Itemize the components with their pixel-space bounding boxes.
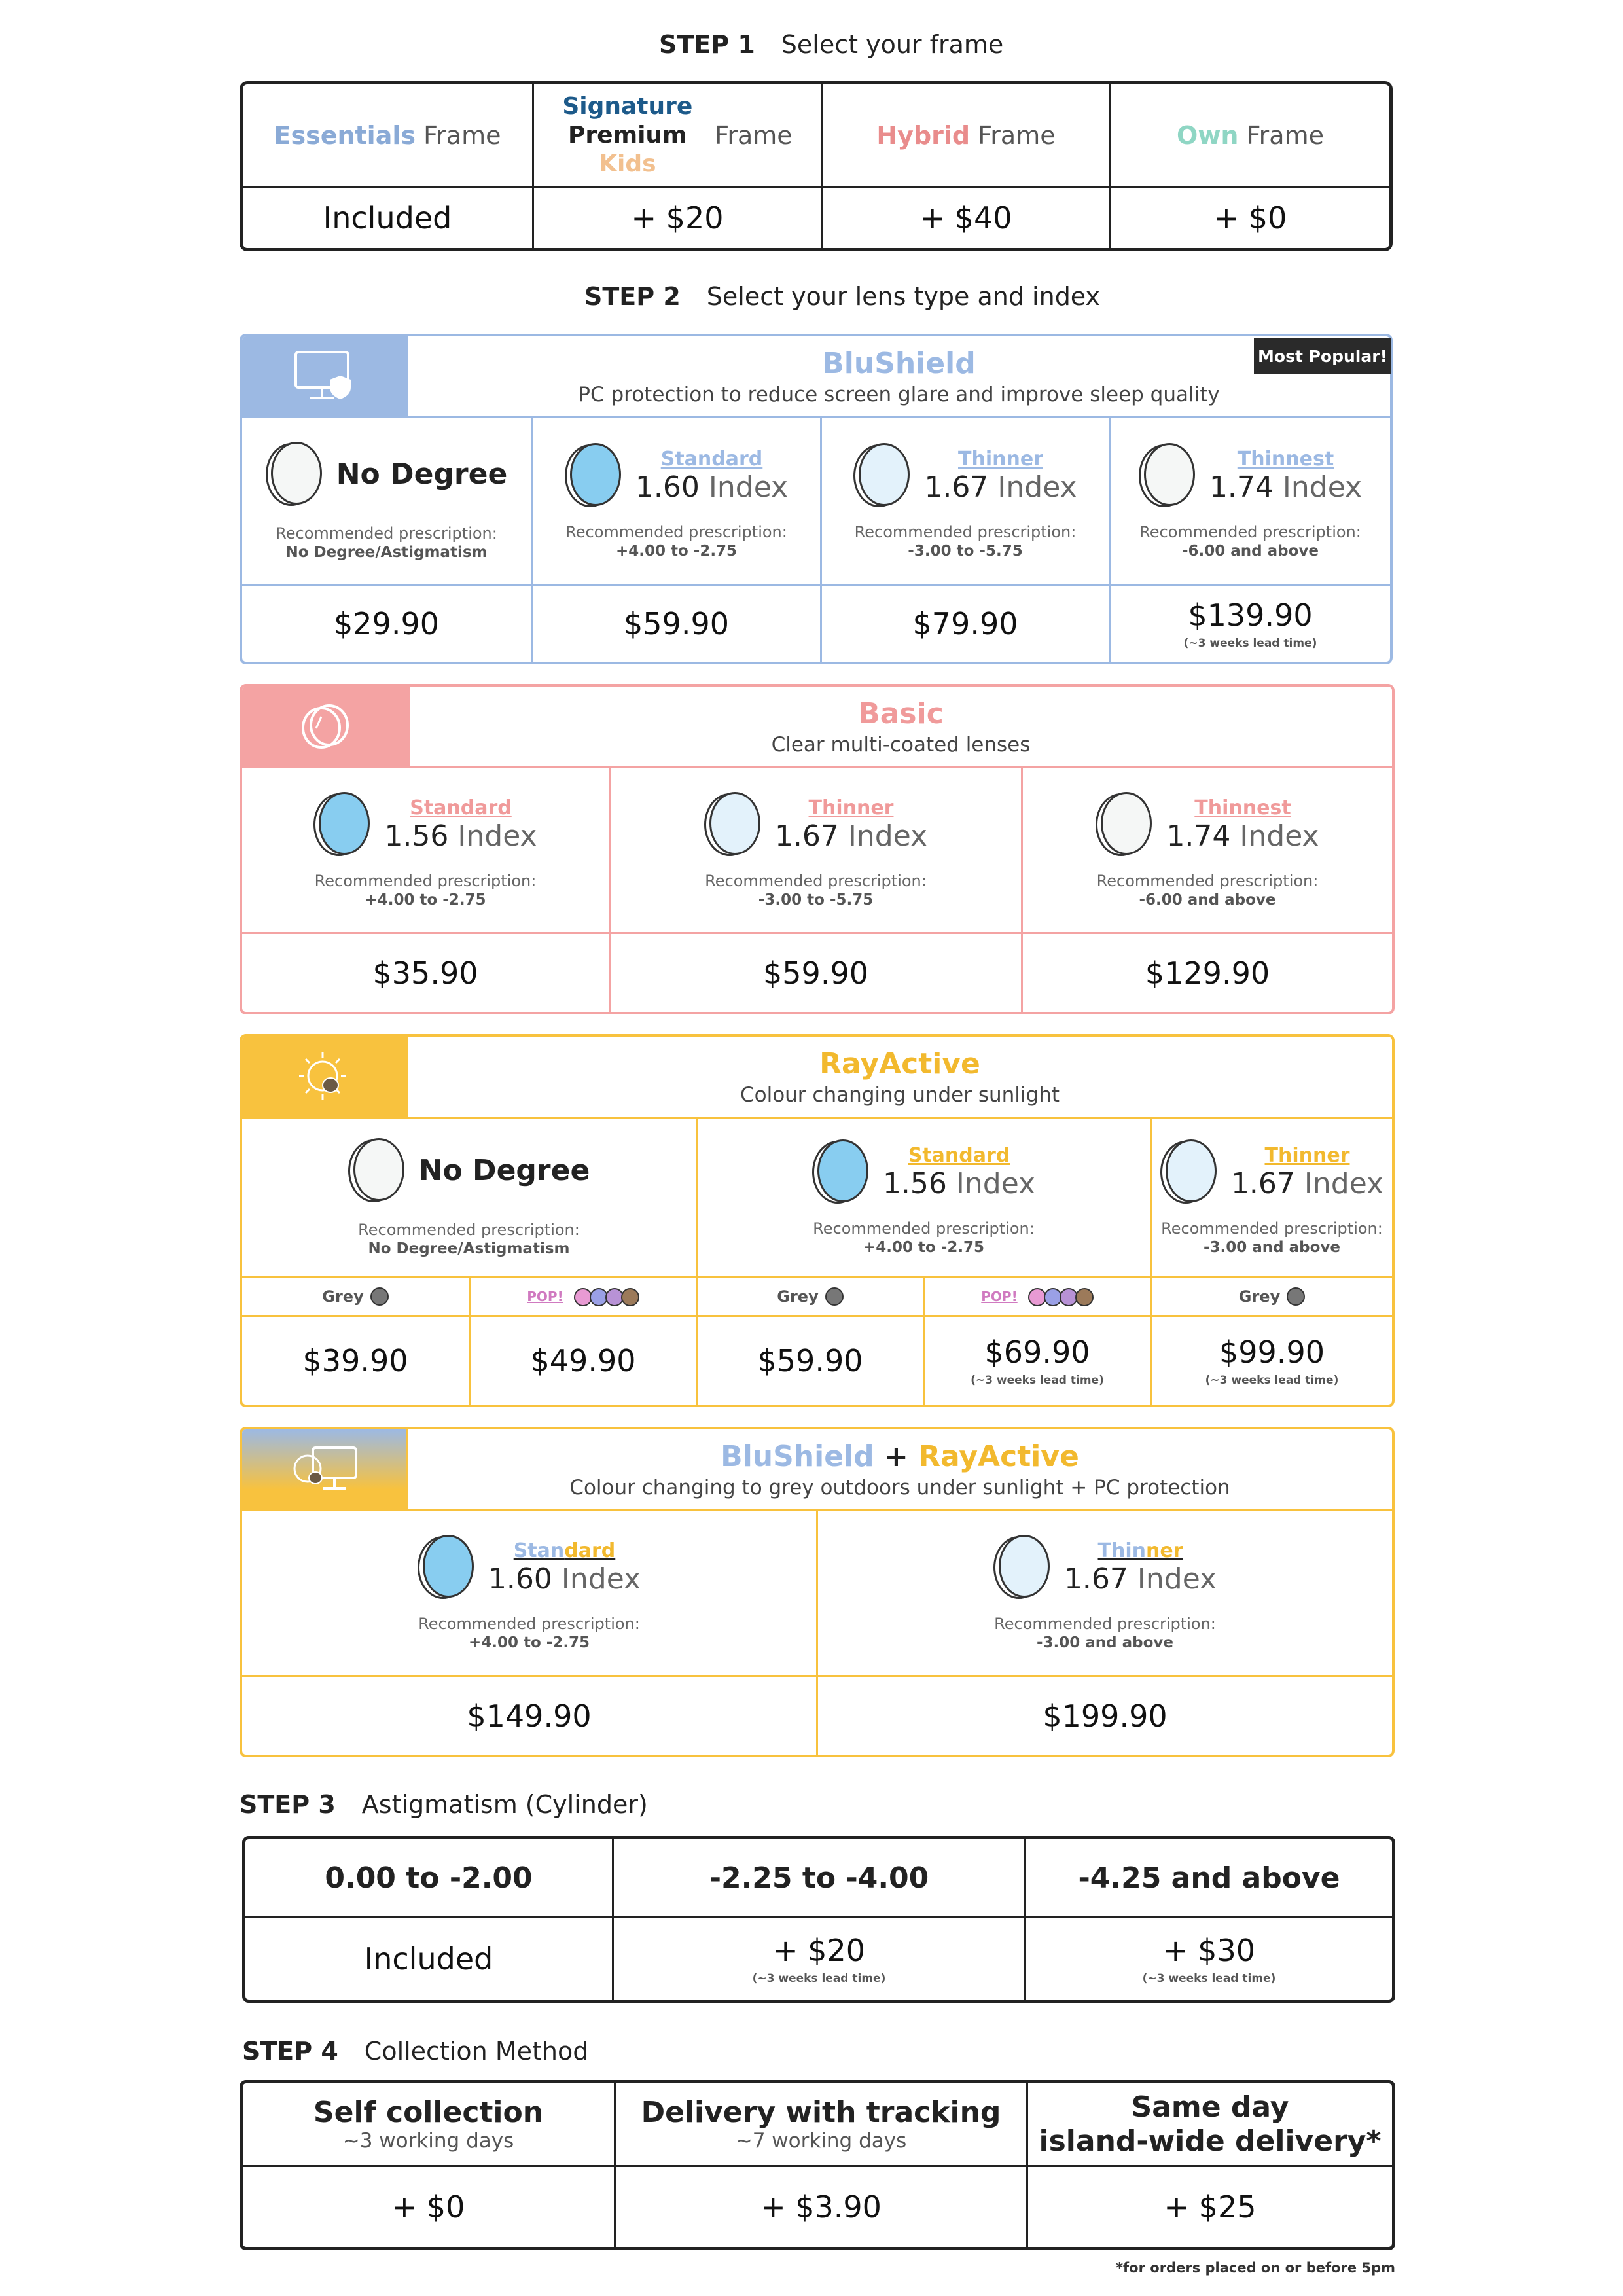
basic-option-standard[interactable] — [242, 768, 609, 932]
astig-price-cell — [614, 1918, 1024, 2000]
astig-price: + $20 — [773, 1933, 865, 1968]
lens-price: $79.90 — [912, 606, 1018, 641]
basic-option-thinnest[interactable] — [1023, 768, 1392, 932]
lens-price: $29.90 — [334, 606, 439, 641]
basic-header — [410, 687, 1392, 766]
method-price: + $25 — [1164, 2189, 1257, 2225]
variant-label: POP! — [981, 1289, 1018, 1304]
lens-price: $59.90 — [763, 955, 868, 991]
lens-index: 1.60 — [635, 470, 700, 504]
method-name: Delivery with tracking — [641, 2096, 1001, 2129]
lens-price: $35.90 — [372, 955, 478, 991]
astig-price: Included — [364, 1941, 493, 1977]
lens-price: $129.90 — [1145, 955, 1270, 991]
lens-icon — [565, 443, 621, 509]
rec-value: No Degree/Astigmatism — [368, 1240, 570, 1257]
frame-name: Own — [1177, 120, 1239, 150]
rec-label: Recommended prescription: — [1161, 1219, 1383, 1238]
lens-label: No Degree — [336, 457, 508, 491]
rec-label: Recommended prescription: — [1139, 522, 1361, 541]
basic-title: Basic — [858, 696, 944, 730]
rec-label: Recommended prescription: — [813, 1219, 1035, 1238]
step2-heading — [584, 282, 1100, 311]
index-word: Index — [1240, 819, 1319, 853]
rayactive-option-standard[interactable] — [698, 1119, 1150, 1276]
rayactive-title: RayActive — [819, 1047, 980, 1081]
lens-icon — [1096, 792, 1152, 857]
frame-price: + $0 — [1213, 200, 1287, 236]
grey-swatch-icon — [370, 1287, 389, 1306]
rec-value: -6.00 and above — [1181, 542, 1319, 560]
lens-price: $149.90 — [467, 1698, 592, 1734]
frame-name-premium: Premium — [568, 121, 687, 149]
lead-time: (~3 weeks lead time) — [752, 1972, 886, 1985]
lens-price-cell — [1111, 586, 1390, 662]
lens-label: No Degree — [418, 1154, 590, 1187]
index-word: Index — [1282, 470, 1363, 504]
lens-index: 1.56 — [384, 819, 449, 853]
lens-price: $69.90 — [984, 1335, 1090, 1370]
sun-lens-icon — [242, 1037, 406, 1117]
lens-tier: Thinner — [958, 447, 1043, 471]
frame-table — [240, 81, 1393, 251]
step2-title: Select your lens type and index — [706, 282, 1101, 311]
lens-index: 1.74 — [1166, 819, 1231, 853]
lens-icon — [313, 792, 370, 857]
frame-suffix: Frame — [715, 120, 793, 150]
lens-icon — [1160, 1139, 1217, 1205]
index-word: Index — [955, 1166, 1036, 1200]
variant-grey[interactable] — [698, 1278, 923, 1315]
lens-price: $59.90 — [757, 1343, 863, 1378]
step2-label: STEP 2 — [584, 282, 681, 311]
lens-outline-icon — [242, 687, 408, 766]
lens-index: 1.67 — [924, 470, 989, 504]
blushield-subtitle: PC protection to reduce screen glare and improve sleep quality — [578, 382, 1220, 406]
rayactive-option-thinner[interactable] — [1152, 1119, 1392, 1276]
method-price: + $0 — [391, 2189, 465, 2225]
lens-icon — [266, 442, 322, 507]
variant-label: Grey — [1238, 1287, 1281, 1306]
frame-price: Included — [323, 200, 452, 236]
combo-header — [408, 1429, 1392, 1509]
lens-tier-a: Stan — [513, 1539, 565, 1562]
rayactive-header — [408, 1037, 1392, 1117]
rec-value: +4.00 to -2.75 — [615, 542, 738, 560]
lens-price-cell — [1152, 1317, 1392, 1405]
collection-self[interactable] — [243, 2083, 614, 2165]
lens-tier: Thinnest — [1194, 797, 1291, 819]
rec-value: -3.00 to -5.75 — [758, 891, 874, 908]
astig-range[interactable]: 0.00 to -2.00 — [325, 1861, 533, 1895]
index-word: Index — [561, 1562, 641, 1596]
astig-range[interactable]: -2.25 to -4.00 — [709, 1861, 929, 1895]
blushield-title: BluShield — [822, 346, 976, 380]
index-word: Index — [847, 819, 928, 853]
index-word: Index — [1304, 1166, 1384, 1200]
rec-value: No Degree/Astigmatism — [285, 543, 488, 561]
rayactive-subtitle: Colour changing under sunlight — [740, 1083, 1060, 1107]
variant-label: Grey — [322, 1287, 364, 1306]
combo-title-a: BluShield — [721, 1439, 874, 1473]
rayactive-card — [240, 1034, 1395, 1407]
lens-tier: Thinner — [1264, 1143, 1350, 1167]
lens-price: $139.90 — [1188, 598, 1313, 633]
rec-label: Recommended prescription: — [854, 522, 1077, 541]
frame-suffix: Frame — [978, 120, 1056, 150]
step4-label: STEP 4 — [242, 2037, 338, 2066]
collection-table — [240, 2080, 1395, 2250]
lens-price-cell — [925, 1317, 1150, 1405]
rec-value: -3.00 to -5.75 — [908, 542, 1023, 560]
grey-swatch-icon — [825, 1287, 844, 1306]
pop-swatches-icon — [577, 1287, 639, 1306]
method-name: Same day — [1131, 2090, 1289, 2124]
rec-label: Recommended prescription: — [314, 872, 537, 890]
rec-label: Recommended prescription: — [1096, 872, 1319, 890]
frame-signature-premium-kids[interactable] — [534, 84, 821, 186]
variant-grey[interactable] — [242, 1278, 469, 1315]
lead-time: (~3 weeks lead time) — [1142, 1972, 1276, 1985]
frame-suffix: Frame — [1246, 120, 1324, 150]
monitor-shield-icon — [242, 336, 406, 416]
collection-delivery[interactable] — [616, 2083, 1026, 2165]
blushield-card — [240, 334, 1393, 664]
step3-label: STEP 3 — [240, 1790, 336, 1819]
index-word: Index — [997, 470, 1077, 504]
method-name: Self collection — [313, 2096, 544, 2129]
lens-price: $199.90 — [1043, 1698, 1168, 1734]
index-word: Index — [708, 470, 789, 504]
lens-index: 1.67 — [1063, 1562, 1128, 1596]
frame-own[interactable] — [1111, 84, 1389, 186]
method-name: island-wide delivery* — [1039, 2124, 1382, 2158]
variant-label: POP! — [527, 1289, 563, 1304]
basic-option-thinner[interactable] — [611, 768, 1021, 932]
lens-index: 1.74 — [1209, 470, 1274, 504]
lens-tier: Standard — [908, 1143, 1010, 1167]
variant-label: Grey — [777, 1287, 819, 1306]
combo-title-b: RayActive — [918, 1439, 1079, 1473]
step3-heading — [240, 1790, 648, 1819]
rec-label: Recommended prescription: — [705, 872, 927, 890]
pop-swatches-icon — [1031, 1287, 1094, 1306]
frame-name-kids: Kids — [599, 150, 656, 177]
lens-price: $59.90 — [624, 606, 729, 641]
rec-value: +4.00 to -2.75 — [365, 891, 486, 908]
blushield-option-no-degree[interactable] — [242, 418, 531, 584]
lens-icon — [812, 1139, 868, 1205]
lead-time: (~3 weeks lead time) — [971, 1374, 1104, 1387]
lens-index: 1.67 — [1230, 1166, 1295, 1200]
method-price: + $3.90 — [760, 2189, 882, 2225]
rec-value: -3.00 and above — [1203, 1238, 1341, 1256]
frame-price: + $40 — [919, 200, 1012, 236]
grey-swatch-icon — [1287, 1287, 1305, 1306]
monitor-sun-icon — [242, 1429, 406, 1509]
rec-value: +4.00 to -2.75 — [863, 1238, 985, 1256]
astigmatism-table — [242, 1836, 1395, 2003]
astig-range[interactable]: -4.25 and above — [1078, 1861, 1340, 1895]
collection-same-day[interactable] — [1028, 2083, 1392, 2165]
frame-essentials[interactable] — [243, 84, 532, 186]
lens-index: 1.67 — [774, 819, 839, 853]
combo-card — [240, 1427, 1395, 1757]
lens-tier: Standard — [660, 447, 763, 471]
lens-price: $39.90 — [302, 1343, 408, 1378]
astig-price-cell — [1026, 1918, 1392, 2000]
step3-title: Astigmatism (Cylinder) — [361, 1790, 648, 1819]
index-word: Index — [457, 819, 537, 853]
lens-index: 1.56 — [882, 1166, 947, 1200]
basic-card — [240, 684, 1395, 1014]
rec-value: -6.00 and above — [1139, 891, 1276, 908]
variant-pop[interactable] — [925, 1278, 1150, 1315]
lens-index: 1.60 — [488, 1562, 552, 1596]
most-popular-badge: Most Popular! — [1254, 338, 1391, 374]
blushield-option-thinner[interactable] — [822, 418, 1109, 584]
step1-label: STEP 1 — [659, 30, 755, 59]
blushield-option-thinnest[interactable] — [1111, 418, 1390, 584]
blushield-header — [408, 336, 1390, 416]
frame-hybrid[interactable] — [823, 84, 1109, 186]
lens-icon — [418, 1535, 474, 1600]
rec-label: Recommended prescription: — [418, 1615, 640, 1633]
rec-label: Recommended prescription: — [994, 1615, 1216, 1633]
footnote: *for orders placed on or before 5pm — [1116, 2260, 1395, 2276]
combo-subtitle: Colour changing to grey outdoors under sunlight + PC protection — [569, 1475, 1230, 1499]
method-detail: ~7 working days — [735, 2129, 907, 2153]
lens-tier: Thinnest — [1237, 447, 1334, 471]
blushield-option-standard[interactable] — [533, 418, 820, 584]
step1-heading — [659, 30, 1003, 59]
astig-price: + $30 — [1163, 1933, 1255, 1968]
basic-subtitle: Clear multi-coated lenses — [771, 732, 1031, 757]
frame-price: + $20 — [631, 200, 724, 236]
lens-icon — [1139, 443, 1195, 509]
lens-price: $99.90 — [1219, 1335, 1325, 1370]
variant-grey[interactable] — [1152, 1278, 1392, 1315]
step4-heading — [242, 2037, 588, 2066]
lens-tier: Standard — [410, 797, 512, 819]
rec-label: Recommended prescription: — [565, 522, 787, 541]
frame-name: Essentials — [274, 120, 416, 150]
step4-title: Collection Method — [364, 2037, 589, 2066]
lens-tier-b: dard — [564, 1539, 616, 1562]
frame-suffix: Frame — [423, 120, 501, 150]
combo-option-standard[interactable] — [242, 1511, 816, 1675]
rec-label: Recommended prescription: — [276, 524, 497, 543]
frame-name: Hybrid — [876, 120, 971, 150]
rec-value: +4.00 to -2.75 — [468, 1634, 590, 1651]
lens-price: $49.90 — [530, 1343, 636, 1378]
variant-pop[interactable] — [471, 1278, 696, 1315]
rayactive-option-no-degree[interactable] — [242, 1119, 696, 1276]
lead-time: (~3 weeks lead time) — [1205, 1374, 1339, 1387]
lead-time: (~3 weeks lead time) — [1183, 637, 1317, 650]
rec-value: -3.00 and above — [1036, 1634, 1174, 1651]
combo-plus: + — [883, 1439, 908, 1473]
lens-tier-a: Thin — [1097, 1539, 1146, 1562]
step1-title: Select your frame — [781, 30, 1004, 59]
index-word: Index — [1137, 1562, 1217, 1596]
lens-icon — [993, 1535, 1050, 1600]
rec-label: Recommended prescription: — [358, 1220, 580, 1239]
combo-option-thinner[interactable] — [818, 1511, 1392, 1675]
lens-icon — [853, 443, 910, 509]
frame-name-signature: Signature — [562, 92, 693, 120]
method-detail: ~3 working days — [342, 2129, 514, 2153]
lens-icon — [348, 1138, 404, 1204]
lens-tier: Thinner — [808, 797, 894, 819]
lens-tier-b: ner — [1145, 1539, 1183, 1562]
lens-icon — [704, 792, 760, 857]
